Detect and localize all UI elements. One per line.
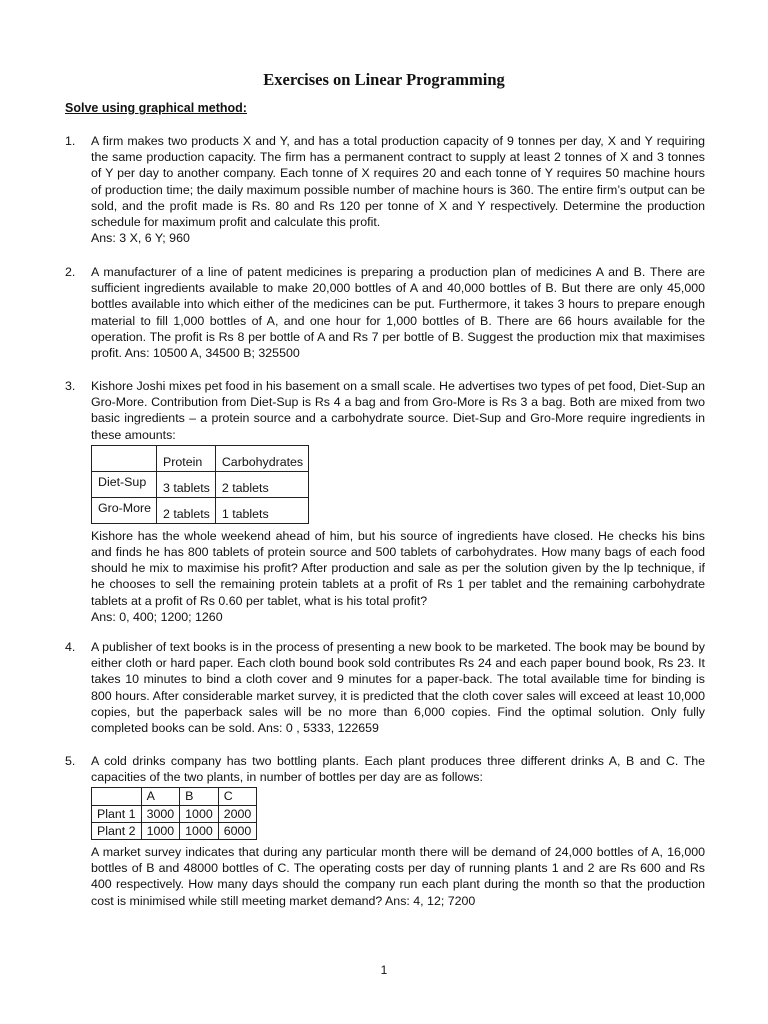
question-text: A manufacturer of a line of patent medicines is preparing a production plan of medicines A and B. There are sufficient ingredients available to make 20,000 bottles of A and 40,000 bottles of B. But there are only 45,000 bottles available into which either of the medicines can be put. Furthermore, it takes 3 hours to prepare enough material to fill 1,000 bottles of A, and one hour for 1,000 bottles of B. There are 66 hours available for the operation. The profit is Rs 8 per bottle of A and Rs 7 per bottle of B. Suggest the production mix that maximises profit. Ans: 10500 A, 34500 B; 325500 bbox=[91, 265, 705, 361]
question-2 bbox=[65, 264, 705, 361]
question-text: Kishore has the whole weekend ahead of him, but his source of ingredients have closed. He checks his bins and finds he has 800 tablets of protein source and 500 tablets of carbohydrates. How many bags of each food should he mix to maximise his profit? After production and sale as per the solution given by the lp technique, if he chooses to sell the remaining protein tablets at a profit of Rs 1 per tablet and the remaining carbohydrate tablets at a profit of Rs 0.60 per tablet, what is his total profit? bbox=[91, 528, 705, 608]
table-cell: 2000 bbox=[218, 805, 257, 822]
table-header-row bbox=[92, 445, 309, 471]
question-number: 3. bbox=[65, 379, 76, 393]
question-number: 2. bbox=[65, 265, 76, 279]
question-number: 4. bbox=[65, 640, 76, 654]
question-text: Kishore Joshi mixes pet food in his basement on a small scale. He advertises two types of pet food, Diet-Sup an Gro-More. Contribution from Diet-Sup is Rs 4 a bag and from Gro-More is Rs 3 a bag. Both are mixed from two basic ingredients – a protein source and a carbohydrate source. Diet-Sup and Gro-More require ingredients in these amounts: bbox=[91, 379, 705, 442]
capacity-table bbox=[91, 787, 257, 840]
section-heading: Solve using graphical method: bbox=[65, 101, 247, 115]
table-header-row bbox=[92, 788, 257, 805]
table-cell bbox=[92, 788, 142, 805]
question-text: A publisher of text books is in the process of presenting a new book to be marketed. The book may be bound by either cloth or hard paper. Each cloth bound book sold contributes Rs 24 and each paper bound book, Rs 23. It takes 10 minutes to bind a cloth cover and 9 minutes for a paper-back. The total available time for binding is 800 hours. After considerable market survey, it is predicted that the cloth cover sales will exceed at least 10,000 copies, but the paperback sales will be no more than 6,000 copies. Find the optimal solution. Only fully completed books can be sold. Ans: 0 , 5333, 122659 bbox=[91, 640, 705, 736]
ingredients-table bbox=[91, 445, 309, 524]
table-cell: 1000 bbox=[141, 822, 180, 839]
table-row bbox=[92, 471, 309, 497]
table-cell: B bbox=[180, 788, 219, 805]
table-cell: 1000 bbox=[180, 805, 219, 822]
table-cell: 3000 bbox=[141, 805, 180, 822]
table-cell: 6000 bbox=[218, 822, 257, 839]
table-cell: Plant 2 bbox=[92, 822, 142, 839]
question-answer: Ans: 0, 400; 1200; 1260 bbox=[91, 609, 223, 624]
page-title: Exercises on Linear Programming bbox=[263, 70, 505, 89]
table-cell: 2 tablets bbox=[215, 471, 308, 497]
table-cell: 1 tablets bbox=[215, 497, 308, 523]
table-cell: Carbohydrates bbox=[215, 445, 308, 471]
table-cell: Protein bbox=[157, 445, 216, 471]
question-3 bbox=[65, 378, 705, 625]
table-row bbox=[92, 497, 309, 523]
table-cell: Plant 1 bbox=[92, 805, 142, 822]
table-cell: 2 tablets bbox=[157, 497, 216, 523]
table-cell: 3 tablets bbox=[157, 471, 216, 497]
page-number: 1 bbox=[380, 963, 388, 977]
question-text: A cold drinks company has two bottling plants. Each plant produces three different drinks A, B and C. The capacities of the two plants, in number of bottles per day are as follows: bbox=[91, 754, 705, 785]
table-cell: 1000 bbox=[180, 822, 219, 839]
question-text: A market survey indicates that during any particular month there will be demand of 24,000 bottles of A, 16,000 bottles of B and 48000 bottles of C. The operating costs per day of running plants 1 and 2 are Rs 600 and Rs 400 respectively. How many days should the company run each plant during the month so that the production cost is minimised while still meeting market demand? Ans: 4, 12; 7200 bbox=[91, 845, 705, 908]
question-answer: Ans: 3 X, 6 Y; 960 bbox=[91, 231, 190, 246]
question-text: A firm makes two products X and Y, and has a total production capacity of 9 tonnes per day, X and Y requiring the same production capacity. The firm has a permanent contract to supply at least 2 tonnes of X and 3 tonnes of Y per day to another company. Each tonne of X requires 20 and each tonne of Y requires 50 machine hours of production time; the daily maximum possible number of machine hours is 360. The entire firm’s output can be sold, and the profit made is Rs. 80 and Rs 120 per tonne of X and Y respectively. Determine the production schedule for maximum profit and calculate this profit. bbox=[91, 134, 705, 230]
table-cell: Gro-More bbox=[92, 497, 157, 523]
question-4 bbox=[65, 639, 705, 736]
question-number: 1. bbox=[65, 134, 76, 148]
question-number: 5. bbox=[65, 754, 76, 768]
table-cell: C bbox=[218, 788, 257, 805]
table-row bbox=[92, 805, 257, 822]
question-1 bbox=[65, 133, 705, 246]
table-row bbox=[92, 822, 257, 839]
table-cell bbox=[92, 445, 157, 471]
table-cell: Diet-Sup bbox=[92, 471, 157, 497]
table-cell: A bbox=[141, 788, 180, 805]
question-5 bbox=[65, 753, 705, 909]
